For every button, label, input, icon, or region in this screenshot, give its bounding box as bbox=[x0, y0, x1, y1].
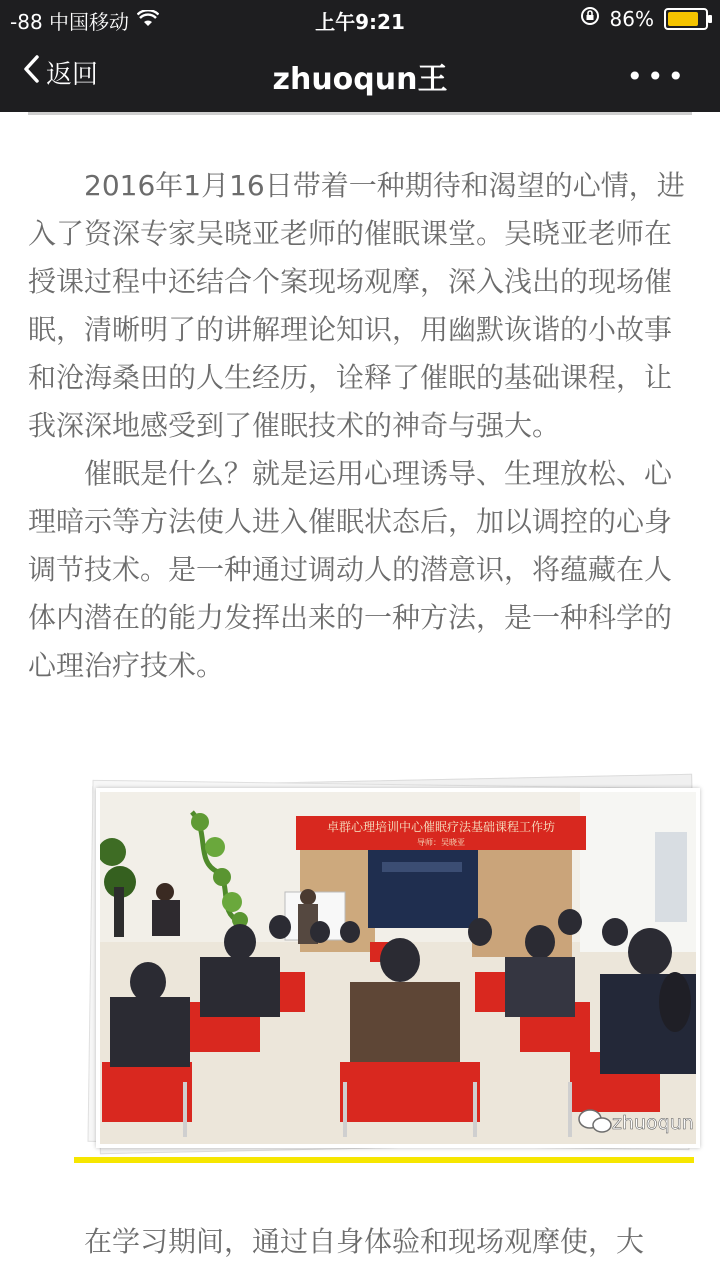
article-paragraph: 催眠是什么？就是运用心理诱导、生理放松、心理暗示等方法使人进入催眠状态后，加以调控的心身调节技术。是一种通过调动人的潜意识，将蕴藏在人体内潜在的能力发挥出来的一种方法，是一种科学的心理治疗技术。 bbox=[28, 457, 673, 682]
article-paragraph: 在学习期间，通过自身体验和现场观摩使，大 bbox=[84, 1225, 645, 1258]
status-time: 上午9:21 bbox=[315, 10, 405, 34]
top-divider bbox=[28, 112, 692, 115]
article-photo[interactable] bbox=[84, 774, 696, 1154]
page-title: zhuoqun王 bbox=[272, 62, 448, 97]
status-bar bbox=[0, 0, 720, 36]
banner-subtext: 导师：吴晓亚 bbox=[417, 838, 465, 847]
photo-watermark: zhuoqun bbox=[612, 1112, 694, 1134]
article-paragraph: 2016年1月16日带着一种期待和渴望的心情，进入了资深专家吴晓亚老师的催眠课堂。吴晓亚老师在授课过程中还结合个案现场观摩，深入浅出的现场催眠，清晰明了的讲解理论知识，用幽默诙谐的小故事和沧海桑田的人生经历，诠释了催眠的基础课程，让我深深地感受到了催眠技术的神奇与强大。 bbox=[28, 169, 685, 442]
banner-text: 卓群心理培训中心催眠疗法基础课程工作坊 bbox=[326, 820, 556, 834]
more-menu-button[interactable]: ••• bbox=[626, 60, 688, 93]
yellow-divider bbox=[74, 1157, 694, 1163]
rotation-lock-icon bbox=[580, 6, 600, 31]
classroom-scene bbox=[100, 792, 696, 1144]
back-label: 返回 bbox=[46, 60, 99, 90]
nav-bar bbox=[0, 36, 720, 112]
battery-percent: 86% bbox=[609, 6, 654, 31]
classroom-photo bbox=[96, 788, 700, 1148]
battery-level-fill bbox=[668, 12, 698, 26]
article-body-continued bbox=[28, 1218, 692, 1266]
battery-icon bbox=[664, 8, 708, 30]
article-body bbox=[28, 162, 692, 690]
carrier-label: -88 中国移动 bbox=[10, 10, 130, 34]
status-right bbox=[580, 6, 708, 31]
